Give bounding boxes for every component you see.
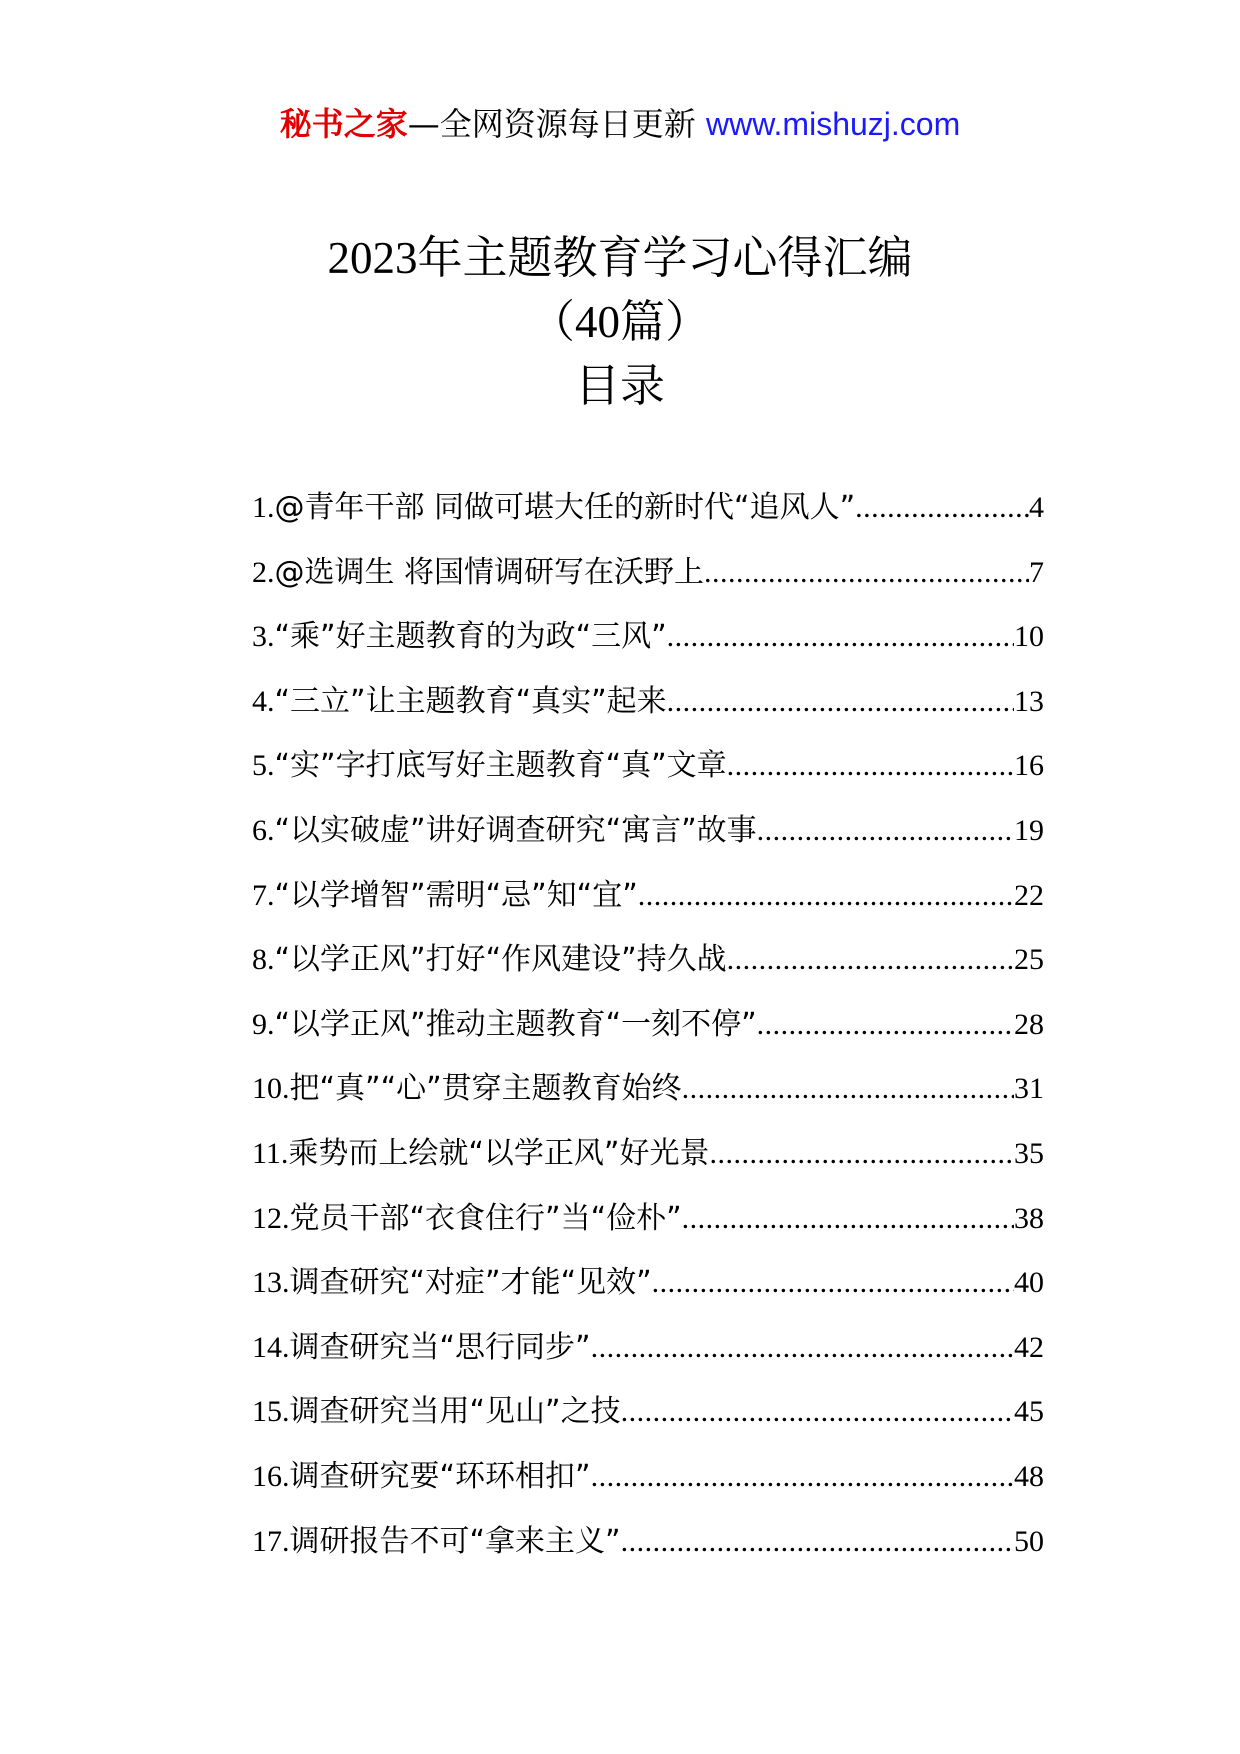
toc-entry-title: @青年干部 同做可堪大任的新时代“追风人”: [274, 490, 856, 525]
toc-entry-number: 2.: [252, 555, 275, 589]
toc-dot-leader: [621, 1392, 1014, 1432]
document-title: [0, 226, 1240, 290]
toc-entry-page-number: 10: [1014, 620, 1044, 654]
toc-entry[interactable]: [252, 1199, 1044, 1264]
subtitle-open-paren: （: [529, 295, 575, 348]
subtitle-close-paren: ）: [665, 295, 711, 348]
toc-entry-title: “以学增智”需明“忌”知“宜”: [274, 877, 638, 913]
title-text: 年主题教育学习心得汇编: [417, 231, 913, 284]
toc-entry-title: “乘”好主题教育的为政“三风”: [274, 619, 667, 655]
toc-entry-number: 6.: [252, 813, 275, 847]
toc-dot-leader: [704, 553, 1029, 593]
toc-entry[interactable]: [252, 811, 1044, 876]
toc-entry-page-number: 25: [1014, 943, 1044, 977]
toc-entry-title: 调查研究“对症”才能“见效”: [289, 1265, 652, 1301]
toc-entry-title: “以实破虚”讲好调查研究“寓言”故事: [274, 812, 757, 848]
toc-dot-leader: [682, 1199, 1014, 1239]
toc-entry-page-number: 45: [1014, 1395, 1044, 1429]
toc-dot-leader: [667, 617, 1014, 657]
subtitle-count: 40: [574, 297, 620, 347]
toc-dot-leader: [855, 488, 1029, 528]
subtitle-text: 篇: [619, 295, 665, 348]
toc-entry[interactable]: [252, 1134, 1044, 1199]
table-of-contents: [252, 488, 1044, 1586]
toc-entry-title: “以学正风”推动主题教育“一刻不停”: [274, 1006, 757, 1042]
toc-entry[interactable]: [252, 1069, 1044, 1134]
toc-entry-number: 16.: [252, 1459, 290, 1493]
toc-dot-leader: [667, 682, 1014, 722]
toc-entry-number: 15.: [252, 1395, 290, 1429]
title-year: 2023: [327, 233, 418, 283]
toc-entry[interactable]: [252, 1392, 1044, 1457]
toc-dot-leader: [682, 1069, 1014, 1109]
toc-entry-title: 调查研究当用“见山”之技: [289, 1394, 621, 1430]
toc-entry[interactable]: [252, 940, 1044, 1005]
toc-entry-page-number: 16: [1014, 749, 1044, 783]
toc-entry[interactable]: [252, 1328, 1044, 1393]
toc-entry-title: @选调生 将国情调研写在沃野上: [274, 554, 705, 590]
toc-entry-page-number: 38: [1014, 1201, 1044, 1235]
toc-dot-leader: [652, 1263, 1014, 1303]
toc-dot-leader: [757, 1005, 1014, 1045]
toc-entry[interactable]: [252, 746, 1044, 811]
toc-entry[interactable]: [252, 617, 1044, 682]
toc-entry-number: 3.: [252, 620, 275, 654]
toc-entry-number: 9.: [252, 1007, 275, 1041]
toc-entry-page-number: 28: [1014, 1007, 1044, 1041]
toc-entry-page-number: 19: [1014, 813, 1044, 847]
toc-dot-leader: [709, 1134, 1014, 1174]
toc-entry-page-number: 22: [1014, 878, 1044, 912]
toc-entry[interactable]: [252, 553, 1044, 618]
site-url-link[interactable]: www.mishuzj.com: [705, 106, 961, 142]
toc-entry-number: 10.: [252, 1072, 290, 1106]
toc-entry-page-number: 7: [1029, 555, 1044, 589]
toc-entry-title: “实”字打底写好主题教育“真”文章: [274, 748, 727, 784]
toc-entry-title: 调研报告不可“拿来主义”: [289, 1523, 621, 1559]
toc-dot-leader: [621, 1522, 1014, 1562]
toc-entry[interactable]: [252, 1457, 1044, 1522]
toc-entry-number: 14.: [252, 1330, 290, 1364]
toc-entry-number: 4.: [252, 684, 275, 718]
toc-entry-page-number: 50: [1014, 1524, 1044, 1558]
toc-entry-number: 8.: [252, 943, 275, 977]
toc-entry-title: 调查研究要“环环相扣”: [289, 1458, 591, 1494]
toc-heading: 目录: [574, 359, 665, 412]
toc-entry-title: “以学正风”打好“作风建设”持久战: [274, 942, 727, 978]
toc-entry-page-number: 4: [1029, 491, 1044, 524]
toc-entry-title: “三立”让主题教育“真实”起来: [274, 683, 667, 719]
toc-entry-number: 13.: [252, 1266, 290, 1300]
toc-entry[interactable]: [252, 1005, 1044, 1070]
toc-entry-number: 5.: [252, 749, 275, 783]
toc-entry-number: 17.: [252, 1524, 290, 1558]
toc-entry-title: 调查研究当“思行同步”: [289, 1329, 591, 1365]
site-header: [0, 100, 1240, 148]
document-title-block: [0, 226, 1240, 418]
brand-name: 秘书之家: [279, 105, 408, 143]
toc-entry-page-number: 35: [1014, 1136, 1044, 1170]
toc-dot-leader: [727, 940, 1014, 980]
toc-dot-leader: [727, 746, 1014, 786]
toc-entry[interactable]: [252, 876, 1044, 941]
toc-dot-leader: [591, 1328, 1014, 1368]
toc-entry-page-number: 31: [1014, 1072, 1044, 1106]
document-subtitle: [0, 290, 1240, 354]
toc-entry-number: 11.: [252, 1136, 289, 1170]
toc-entry-page-number: 40: [1014, 1266, 1044, 1300]
toc-entry-title: 把“真”“心”贯穿主题教育始终: [289, 1071, 682, 1107]
toc-entry-number: 7.: [252, 878, 275, 912]
toc-entry[interactable]: [252, 1263, 1044, 1328]
site-slogan: —全网资源每日更新: [407, 105, 696, 143]
toc-entry-page-number: 13: [1014, 684, 1044, 718]
toc-entry-number: 1.: [252, 491, 275, 524]
toc-dot-leader: [757, 811, 1014, 851]
toc-entry-page-number: 42: [1014, 1330, 1044, 1364]
toc-entry-title: 乘势而上绘就“以学正风”好光景: [288, 1135, 710, 1171]
toc-entry[interactable]: [252, 488, 1044, 553]
toc-entry[interactable]: [252, 1522, 1044, 1587]
toc-entry-title: 党员干部“衣食住行”当“俭朴”: [289, 1200, 682, 1236]
toc-dot-leader: [638, 876, 1014, 916]
toc-entry-number: 12.: [252, 1201, 290, 1235]
toc-entry[interactable]: [252, 682, 1044, 747]
toc-entry-page-number: 48: [1014, 1459, 1044, 1493]
toc-dot-leader: [591, 1457, 1014, 1497]
